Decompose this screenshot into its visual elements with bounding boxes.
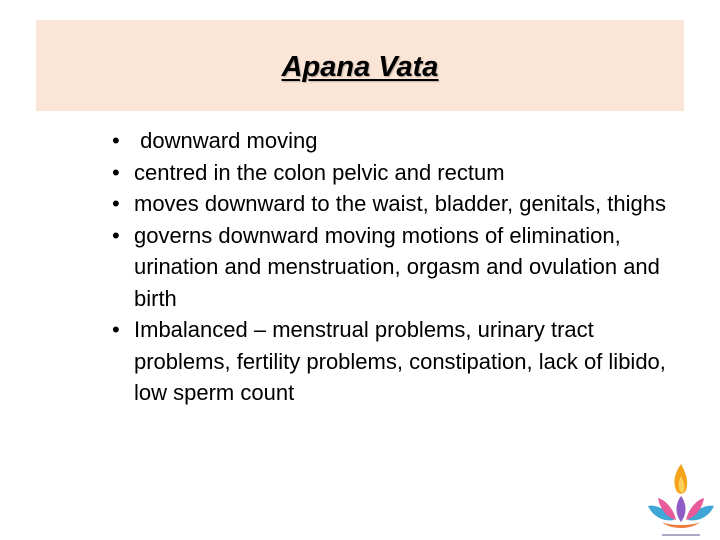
bullet-dot: • xyxy=(112,128,120,153)
logo-caption-line xyxy=(662,534,700,536)
bullet-text: moves downward to the waist, bladder, genitals, thighs xyxy=(134,191,666,216)
bullet-dot: • xyxy=(112,159,120,185)
slide-title: Apana Vata xyxy=(281,51,439,83)
petal-center xyxy=(677,496,686,522)
bullet-item xyxy=(112,188,692,220)
bullet-item xyxy=(112,157,692,189)
bullet-text: centred in the colon pelvic and rectum xyxy=(134,159,505,185)
petal-base xyxy=(662,522,700,528)
lotus-flame-logo-icon xyxy=(640,460,720,540)
bullet-text: downward moving xyxy=(134,128,318,153)
bullet-text: governs downward moving motions of elimination, urination and menstruation, orgasm and ovulation and birth xyxy=(134,222,660,311)
bullet-item xyxy=(112,220,692,315)
bullet-item xyxy=(112,125,692,157)
bullet-dot: • xyxy=(112,191,120,216)
bullet-list xyxy=(112,125,692,409)
bullet-dot: • xyxy=(112,317,120,342)
bullet-item xyxy=(112,314,692,409)
bullet-dot: • xyxy=(112,222,120,248)
bullet-text: Imbalanced – menstrual problems, urinary tract problems, fertility problems, constipation, lack of libido, low sperm count xyxy=(134,317,666,405)
